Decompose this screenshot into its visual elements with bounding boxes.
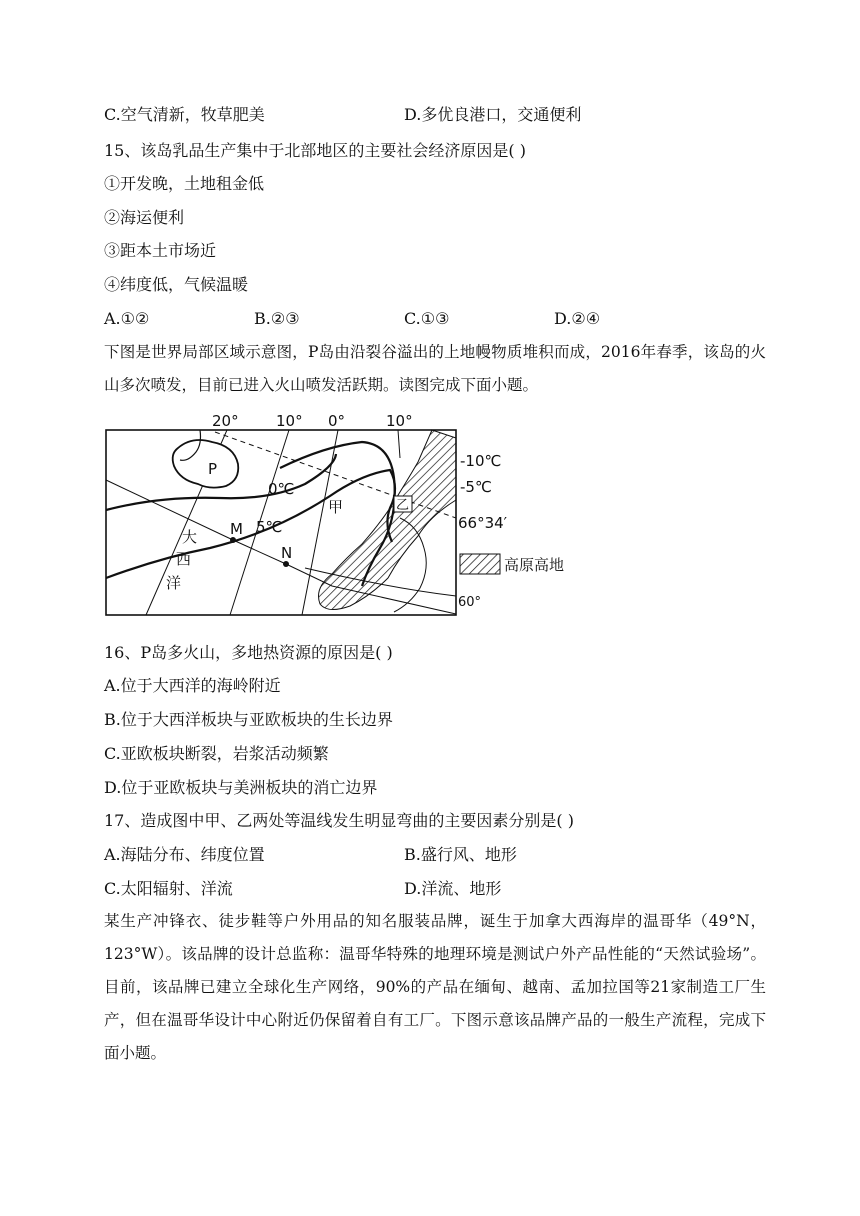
map-intro-paragraph: 下图是世界局部区域示意图，P岛由沿裂谷溢出的上地幔物质堆积而成，2016年春季，该岛的火山多次喷发，目前已进入火山喷发活跃期。读图完成下面小题。 — [104, 343, 766, 394]
isotherm-label-5: 5℃ — [256, 518, 283, 536]
lon-label-20: 20° — [212, 412, 239, 430]
label-ocean-3: 洋 — [166, 574, 182, 592]
label-m: M — [230, 520, 243, 538]
q17-option-b: B.盛行风、地形 — [404, 845, 517, 864]
q15-option-b: B.②③ — [254, 309, 300, 328]
q15-item-2: ②海运便利 — [104, 208, 185, 227]
isotherm-label-minus10: -10℃ — [460, 452, 502, 470]
q16-option-a: A.位于大西洋的海岭附近 — [104, 676, 281, 695]
island-p — [173, 440, 239, 488]
q16-stem: 16、P岛多火山，多地热资源的原因是( ) — [104, 643, 393, 662]
q16-option-b: B.位于大西洋板块与亚欧板块的生长边界 — [104, 710, 393, 729]
q17-option-c: C.太阳辐射、洋流 — [104, 879, 233, 898]
label-ocean-2: 西 — [176, 550, 192, 568]
q15-option-d: D.②④ — [554, 309, 601, 328]
lon-label-0: 0° — [328, 412, 346, 430]
q16-option-c: C.亚欧板块断裂，岩浆活动频繁 — [104, 744, 329, 763]
brand-intro-paragraph: 某生产冲锋衣、徒步鞋等户外用品的知名服装品牌，诞生于加拿大西海岸的温哥华（49°N，123°W）。该品牌的设计总监称：温哥华特殊的地理环境是测试户外产品性能的“天然试验场”。目前，该品牌已建立全球化生产网络，90%的产品在缅甸、越南、孟加拉国等21家制造工厂生产，但在温哥华设计中心附近仍保留着自有工厂。下图示意该品牌产品的一般生产流程，完成下面小题。 — [104, 912, 766, 1062]
isotherm-label-0: 0℃ — [268, 480, 295, 498]
q14-option-c: C.空气清新，牧草肥美 — [104, 105, 265, 124]
label-p: P — [208, 460, 218, 478]
lon-label-10w: 10° — [276, 412, 303, 430]
q15-item-1: ①开发晚，土地租金低 — [104, 174, 265, 193]
q17-option-d: D.洋流、地形 — [404, 879, 502, 898]
lon-label-10e: 10° — [386, 412, 413, 430]
q15-item-3: ③距本土市场近 — [104, 241, 217, 260]
label-yi: 乙 — [396, 498, 410, 513]
label-ocean-1: 大 — [182, 528, 198, 546]
q15-item-4: ④纬度低，气候温暖 — [104, 275, 249, 294]
label-n: N — [281, 544, 293, 562]
arctic-circle-label: 66°34′ — [458, 514, 508, 532]
label-jia: 甲 — [328, 498, 344, 516]
lat-60-label: 60° — [458, 595, 482, 610]
q15-option-a: A.①② — [104, 309, 150, 328]
q16-option-d: D.位于亚欧板块与美洲板块的消亡边界 — [104, 778, 378, 797]
q14-option-d: D.多优良港口，交通便利 — [404, 105, 582, 124]
q15-stem: 15、该岛乳品生产集中于北部地区的主要社会经济原因是( ) — [104, 141, 526, 160]
q17-option-a: A.海陆分布、纬度位置 — [104, 845, 265, 864]
q15-option-c: C.①③ — [404, 309, 450, 328]
q17-stem: 17、造成图中甲、乙两处等温线发生明显弯曲的主要因素分别是( ) — [104, 811, 574, 830]
legend-label: 高原高地 — [504, 556, 565, 574]
region-map — [100, 408, 580, 620]
isotherm-label-minus5: -5℃ — [460, 478, 492, 496]
legend-swatch — [460, 554, 500, 574]
